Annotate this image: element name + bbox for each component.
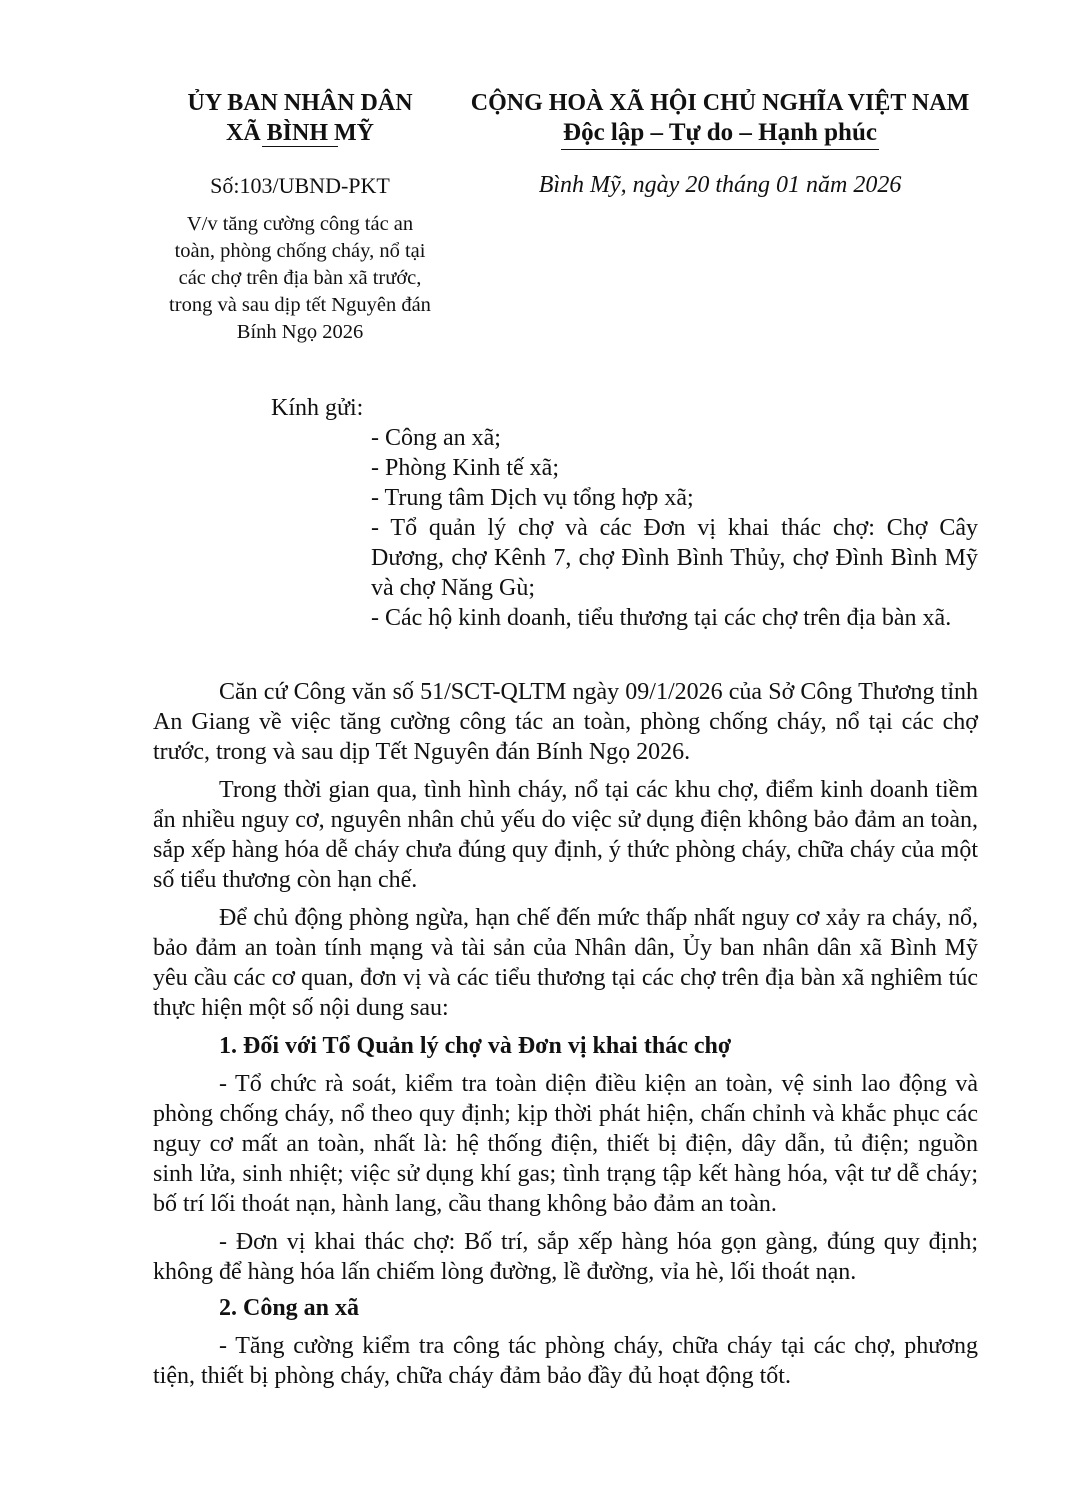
- document-subject: [150, 211, 450, 346]
- country-name: CỘNG HOÀ XÃ HỘI CHỦ NGHĨA VIỆT NAM: [470, 90, 970, 116]
- section-2-paragraph: - Tăng cường kiểm tra công tác phòng cháy, chữa cháy tại các chợ, phương tiện, thiết bị phòng cháy, chữa cháy đảm bảo đầy đủ hoạt động tốt.: [153, 1333, 978, 1389]
- authority-underline: [262, 146, 338, 147]
- recipient-item: - Trung tâm Dịch vụ tổng hợp xã;: [371, 485, 694, 511]
- subject-line: trong và sau dịp tết Nguyên đán: [169, 294, 431, 316]
- recipient-item: - Các hộ kinh doanh, tiểu thương tại các chợ trên địa bàn xã.: [371, 605, 952, 631]
- recipient-item: - Tổ quản lý chợ và các Đơn vị khai thác chợ: Chợ Cây Dương, chợ Kênh 7, chợ Đình Bình Thủy, chợ Đình Bình Mỹ và chợ Năng Gù;: [371, 515, 978, 601]
- section-1-paragraph: - Tổ chức rà soát, kiểm tra toàn diện điều kiện an toàn, vệ sinh lao động và phòng chống cháy, nổ theo quy định; kịp thời phát hiện, chấn chỉnh và khắc phục các nguy cơ mất an toàn, nhất là: hệ thống điện, thiết bị điện, dây dẫn, tủ điện; nguồn sinh lửa, sinh nhiệt; việc sử dụng khí gas; tình trạng tập kết hàng hóa, vật tư dễ cháy; bố trí lối thoát nạn, hành lang, cầu thang không bảo đảm an toàn.: [153, 1071, 978, 1217]
- section-1-paragraph: - Đơn vị khai thác chợ: Bố trí, sắp xếp hàng hóa gọn gàng, đúng quy định; không để hàng hóa lấn chiếm lòng đường, lề đường, vỉa hè, lối thoát nạn.: [153, 1229, 978, 1285]
- subject-line: Bính Ngọ 2026: [236, 321, 364, 343]
- motto-underline: [561, 149, 879, 150]
- recipient-item: - Phòng Kinh tế xã;: [371, 455, 559, 481]
- issuing-authority: [150, 88, 450, 149]
- body-paragraph: Căn cứ Công văn số 51/SCT-QLTM ngày 09/1/2026 của Sở Công Thương tỉnh An Giang về việc tăng cường công tác an toàn, phòng chống cháy, nổ tại các chợ trước, trong và sau dịp Tết Nguyên đán Bính Ngọ 2026.: [153, 679, 978, 765]
- section-heading-2: 2. Công an xã: [219, 1295, 360, 1321]
- recipient-item: - Công an xã;: [371, 425, 501, 451]
- subject-line: toàn, phòng chống cháy, nổ tại: [174, 240, 426, 262]
- national-header: [460, 88, 980, 150]
- document-body: [153, 677, 978, 1399]
- subject-line: V/v tăng cường công tác an: [186, 213, 414, 235]
- organization-name: ỦY BAN NHÂN DÂN: [187, 90, 413, 116]
- place-and-date: Bình Mỹ, ngày 20 tháng 01 năm 2026: [538, 172, 902, 198]
- recipients-label: Kính gửi:: [271, 395, 364, 421]
- body-paragraph: Trong thời gian qua, tình hình cháy, nổ tại các khu chợ, điểm kinh doanh tiềm ẩn nhiều nguy cơ, nguyên nhân chủ yếu do việc sử dụng điện không bảo đảm an toàn, sắp xếp hàng hóa dễ cháy chưa đúng quy định, ý thức phòng cháy, chữa cháy của một số tiểu thương còn hạn chế.: [153, 777, 978, 893]
- document-number: Số:103/UBND-PKT: [210, 173, 390, 198]
- recipients-list: [371, 423, 978, 633]
- organization-unit: XÃ BÌNH MỸ: [226, 120, 374, 146]
- subject-line: các chợ trên địa bàn xã trước,: [178, 267, 422, 289]
- body-paragraph: Để chủ động phòng ngừa, hạn chế đến mức thấp nhất nguy cơ xảy ra cháy, nổ, bảo đảm an toàn tính mạng và tài sản của Nhân dân, Ủy ban nhân dân xã Bình Mỹ yêu cầu các cơ quan, đơn vị và các tiểu thương tại các chợ trên địa bàn xã nghiêm túc thực hiện một số nội dung sau:: [153, 905, 978, 1021]
- national-motto: Độc lập – Tự do – Hạnh phúc: [563, 119, 877, 146]
- section-heading-1: 1. Đối với Tổ Quản lý chợ và Đơn vị khai thác chợ: [219, 1033, 732, 1059]
